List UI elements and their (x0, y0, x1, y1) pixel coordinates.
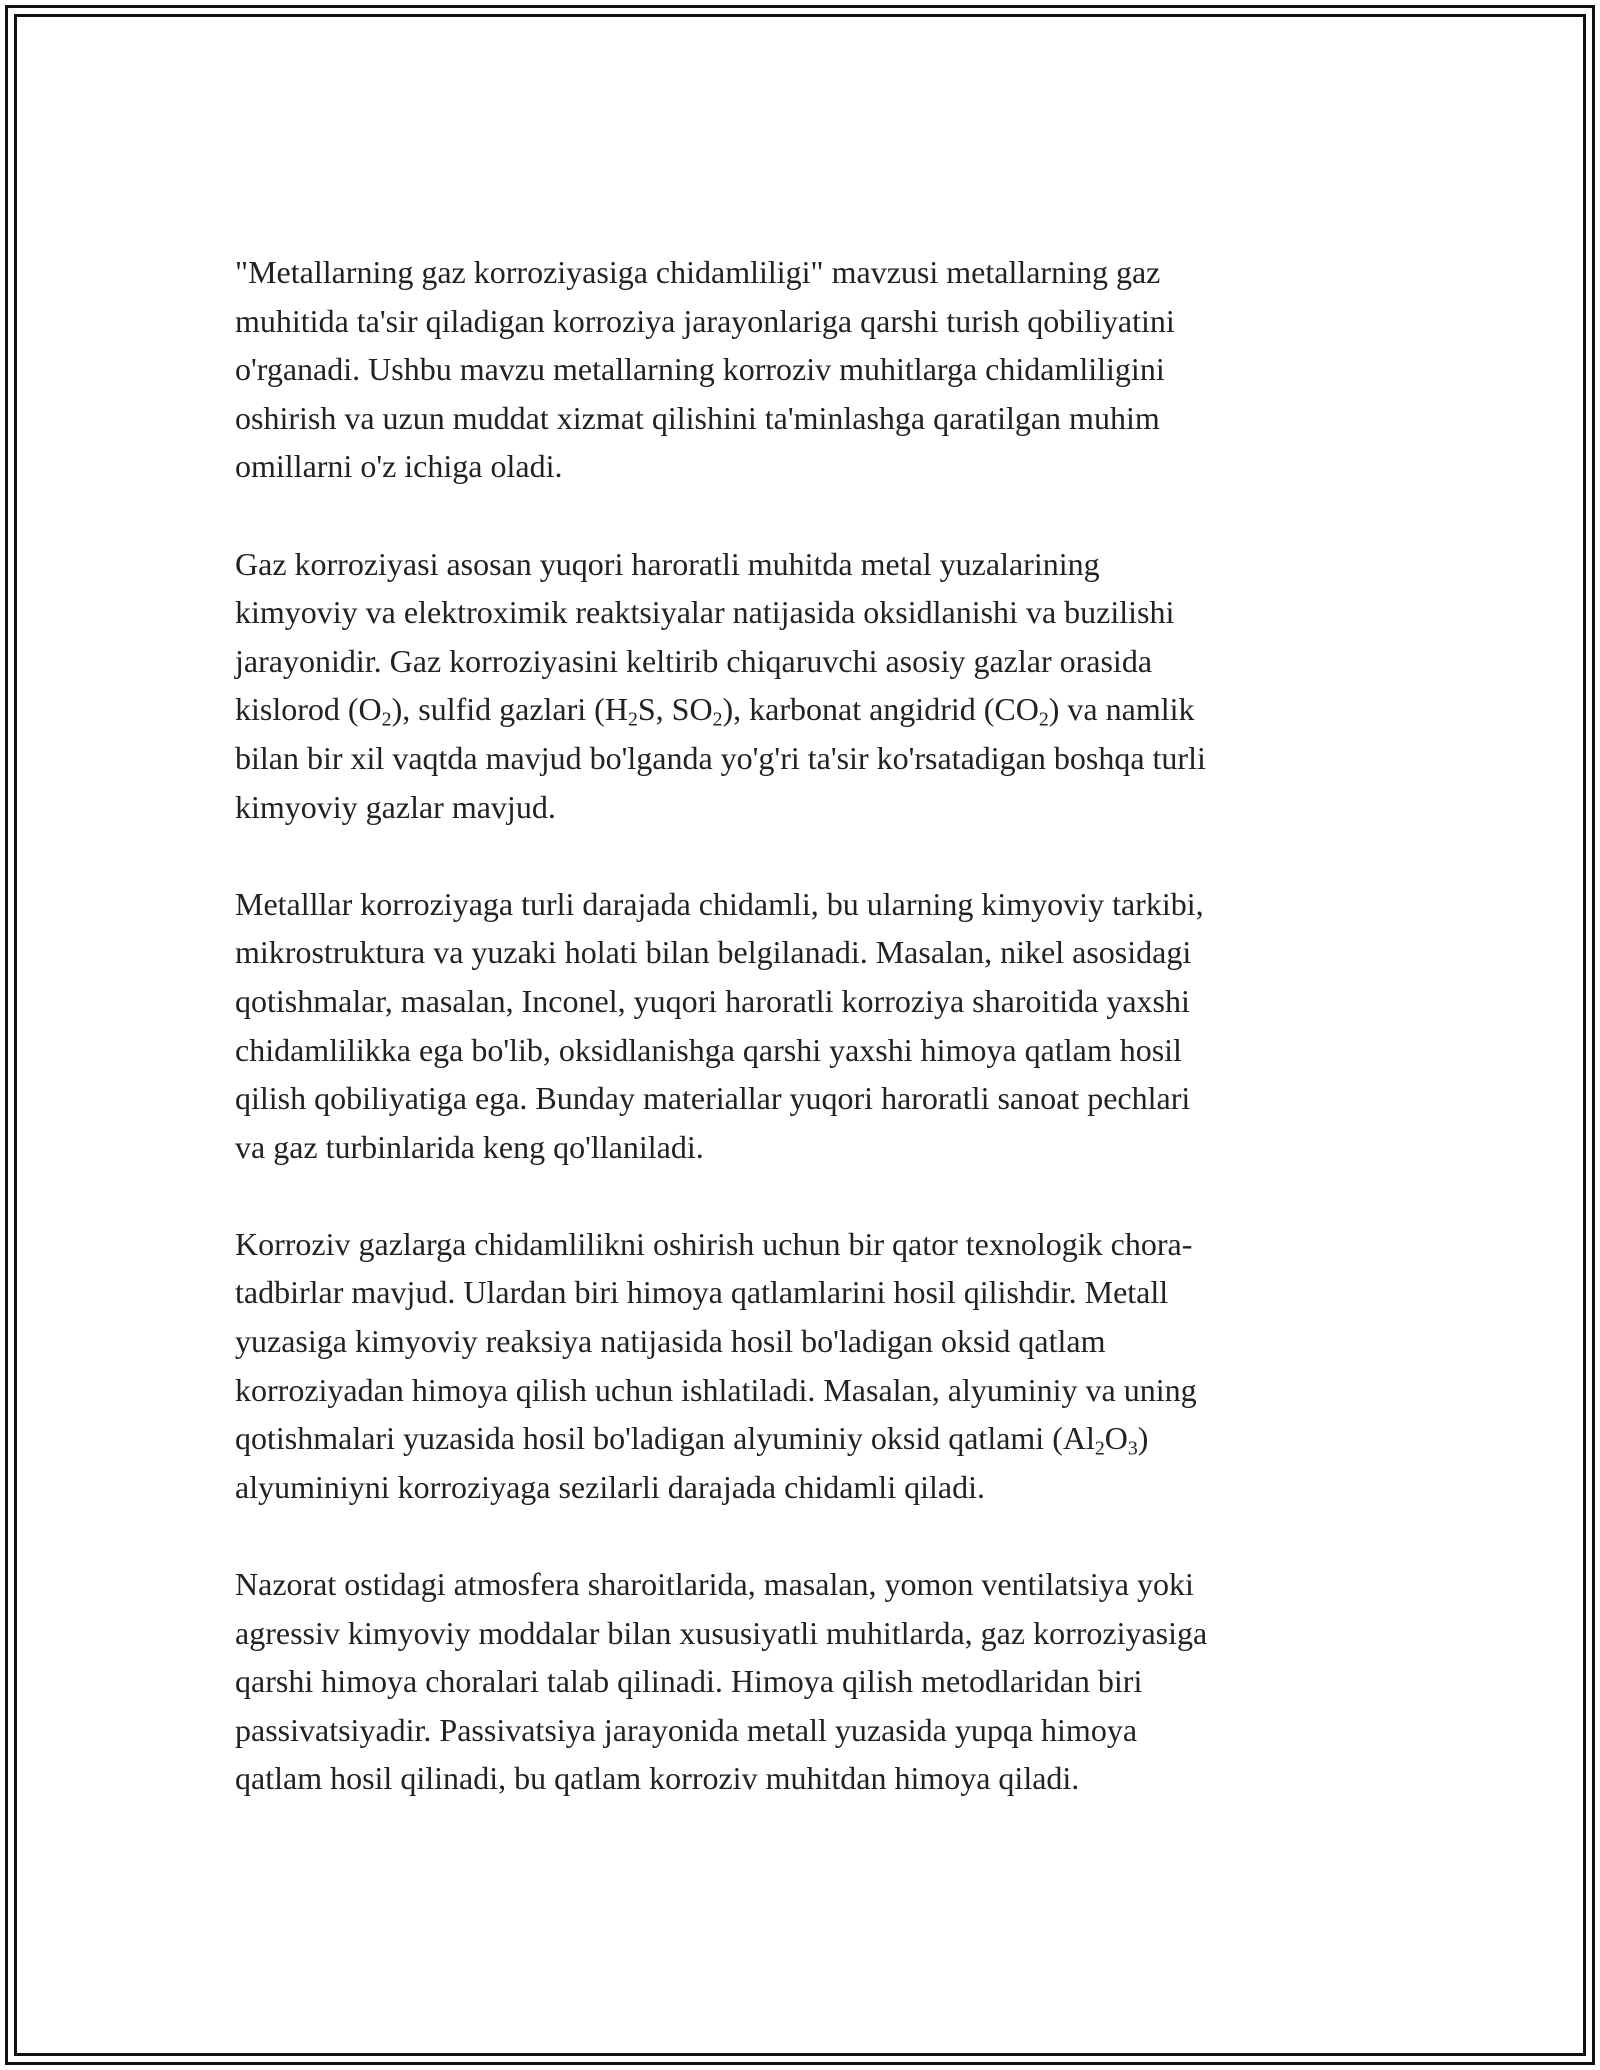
paragraph-2 (235, 540, 1375, 832)
text-line: muhitida ta'sir qiladigan korroziya jarayonlariga qarshi turish qobiliyatini (235, 302, 1175, 339)
paragraph-3 (235, 880, 1375, 1172)
text-line: bilan bir xil vaqtda mavjud bo'lganda yo'g'ri ta'sir ko'rsatadigan boshqa turli (235, 739, 1206, 776)
text-line: passivatsiyadir. Passivatsiya jarayonida metall yuzasida yupqa himoya (235, 1711, 1138, 1748)
text-line: Metalllar korroziyaga turli darajada chidamli, bu ularning kimyoviy tarkibi, (235, 885, 1204, 922)
text-line: kimyoviy va elektroximik reaktsiyalar natijasida oksidlanishi va buzilishi (235, 594, 1175, 631)
text-line: jarayonidir. Gaz korroziyasini keltirib chiqaruvchi asosiy gazlar orasida (235, 642, 1153, 679)
paragraph-5 (235, 1560, 1375, 1803)
paragraph-1 (235, 248, 1375, 491)
text-line: Nazorat ostidagi atmosfera sharoitlarida, masalan, yomon ventilatsiya yoki (235, 1566, 1194, 1603)
text-line: qotishmalari yuzasida hosil bo'ladigan alyuminiy oksid qatlami $(Al_2O_3)$ (235, 1420, 1149, 1460)
paragraph-4 (235, 1220, 1375, 1512)
text-line: Gaz korroziyasi asosan yuqori haroratli muhitda metal yuzalarining (235, 545, 1100, 582)
text-line: va gaz turbinlarida keng qo'llaniladi. (235, 1128, 704, 1165)
text-line: chidamlilikka ega bo'lib, oksidlanishga qarshi yaxshi himoya qatlam hosil (235, 1031, 1182, 1068)
text-line: oshirish va uzun muddat xizmat qilishini ta'minlashga qaratilgan muhim (235, 399, 1160, 436)
text-line: mikrostruktura va yuzaki holati bilan belgilanadi. Masalan, nikel asosidagi (235, 934, 1192, 971)
text-line: yuzasiga kimyoviy reaksiya natijasida hosil bo'ladigan oksid qatlam (235, 1323, 1106, 1360)
text-line: agressiv kimyoviy moddalar bilan xususiyatli muhitlarda, gaz korroziyasiga (235, 1614, 1208, 1651)
text-line: qarshi himoya choralari talab qilinadi. Himoya qilish metodlaridan biri (235, 1663, 1143, 1700)
text-line: kislorod $(O_2)$, sulfid gazlari ($H_2S$, $SO_2$), karbonat angidrid $(CO_2)$ va namlik (235, 691, 1195, 731)
text-line: qilish qobiliyatiga ega. Bunday materiallar yuqori haroratli sanoat pechlari (235, 1080, 1191, 1117)
document-body (235, 248, 1375, 1852)
text-line: "Metallarning gaz korroziyasiga chidamliligi" mavzusi metallarning gaz (235, 254, 1161, 290)
text-line: kimyoviy gazlar mavjud. (235, 788, 556, 825)
text-line: korroziyadan himoya qilish uchun ishlatiladi. Masalan, alyuminiy va uning (235, 1371, 1197, 1408)
text-line: qatlam hosil qilinadi, bu qatlam korroziv muhitdan himoya qiladi. (235, 1760, 1080, 1797)
text-line: alyuminiyni korroziyaga sezilarli darajada chidamli qiladi. (235, 1468, 985, 1505)
text-line: Korroziv gazlarga chidamlilikni oshirish uchun bir qator texnologik chora- (235, 1225, 1193, 1262)
text-line: qotishmalar, masalan, Inconel, yuqori haroratli korroziya sharoitida yaxshi (235, 982, 1190, 1019)
text-line: tadbirlar mavjud. Ulardan biri himoya qatlamlarini hosil qilishdir. Metall (235, 1274, 1169, 1311)
text-line: omillarni o'z ichiga oladi. (235, 448, 563, 485)
text-line: o'rganadi. Ushbu mavzu metallarning korroziv muhitlarga chidamliligini (235, 351, 1165, 388)
